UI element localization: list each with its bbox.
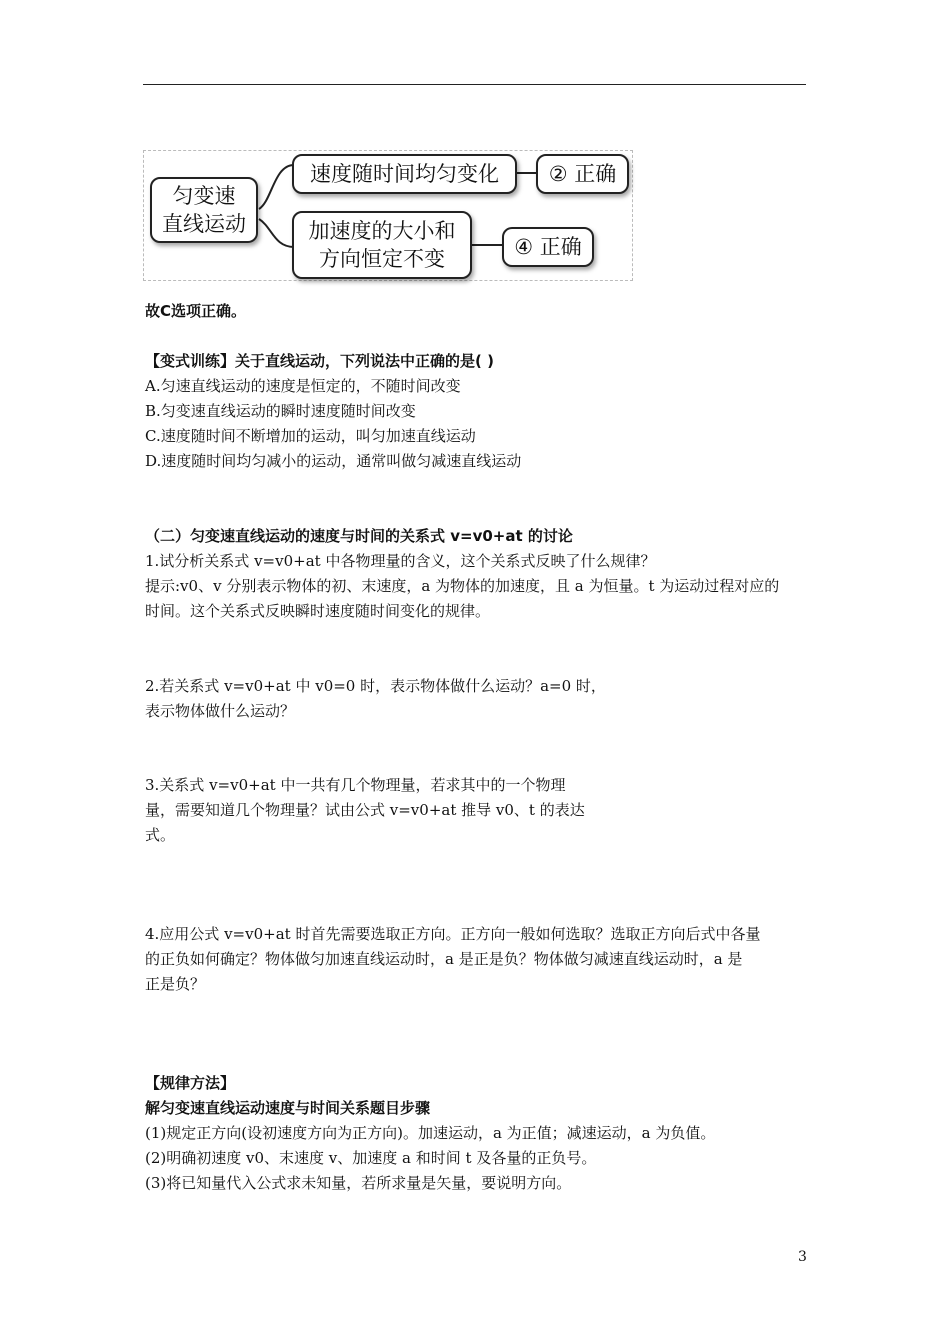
conclusion-text: 故C选项正确。 (145, 302, 247, 320)
method-step-2: (2)明确初速度 v0、末速度 v、加速度 a 和时间 t 及各量的正负号。 (145, 1149, 597, 1167)
mind-map-figure (143, 150, 633, 281)
header-rule (143, 84, 806, 85)
connector-upper (259, 165, 294, 209)
root-node: 匀变速 直线运动 (150, 177, 258, 243)
exercise-option-d: D.速度随时间均匀减小的运动，通常叫做匀减速直线运动 (145, 452, 522, 470)
section2-heading: （二）匀变速直线运动的速度与时间的关系式 v=v0+at 的讨论 (145, 527, 573, 545)
question-2-line-1: 2.若关系式 v=v0+at 中 v0=0 时，表示物体做什么运动？a=0 时， (145, 677, 606, 695)
question-3-line-1: 3.关系式 v=v0+at 中一共有几个物理量，若求其中的一个物理 (145, 776, 566, 794)
method-heading: 【规律方法】 (145, 1074, 236, 1092)
question-3-line-3: 式。 (145, 826, 176, 844)
branch-node-speed: 速度随时间均匀变化 (292, 154, 517, 194)
hint-line-2: 时间。这个关系式反映瞬时速度随时间变化的规律。 (145, 602, 491, 620)
question-4-line-1: 4.应用公式 v=v0+at 时首先需要选取正方向。正方向一般如何选取？选取正方向后式中各量 (145, 925, 761, 943)
question-3-line-2: 量，需要知道几个物理量？试由公式 v=v0+at 推导 v0、t 的表达 (145, 801, 585, 819)
result-node-2: ② 正确 (536, 154, 629, 194)
result-node-4: ④ 正确 (502, 227, 594, 267)
exercise-option-a: A.匀速直线运动的速度是恒定的，不随时间改变 (145, 377, 461, 395)
method-step-3: (3)将已知量代入公式求未知量，若所求量是矢量，要说明方向。 (145, 1174, 572, 1192)
connector-lower (259, 219, 294, 247)
method-subheading: 解匀变速直线运动速度与时间关系题目步骤 (145, 1099, 431, 1117)
question-4-line-2: 的正负如何确定？物体做匀加速直线运动时，a 是正是负？物体做匀减速直线运动时，a 是 (145, 950, 743, 968)
branch-node-acceleration: 加速度的大小和 方向恒定不变 (292, 211, 472, 279)
exercise-option-b: B.匀变速直线运动的瞬时速度随时间改变 (145, 402, 416, 420)
hint-line-1: 提示:v0、v 分别表示物体的初、末速度，a 为物体的加速度，且 a 为恒量。t 为运动过程对应的 (145, 577, 780, 595)
exercise-option-c: C.速度随时间不断增加的运动，叫匀加速直线运动 (145, 427, 476, 445)
question-2-line-2: 表示物体做什么运动？ (145, 702, 296, 720)
page-number: 3 (798, 1249, 807, 1265)
question-1: 1.试分析关系式 v=v0+at 中各物理量的含义，这个关系式反映了什么规律？ (145, 552, 656, 570)
method-step-1: (1)规定正方向(设初速度方向为正方向)。加速运动，a 为正值；减速运动，a 为负值。 (145, 1124, 716, 1142)
exercise-title: 【变式训练】关于直线运动，下列说法中正确的是( ) (145, 352, 494, 370)
question-4-line-3: 正是负？ (145, 975, 206, 993)
